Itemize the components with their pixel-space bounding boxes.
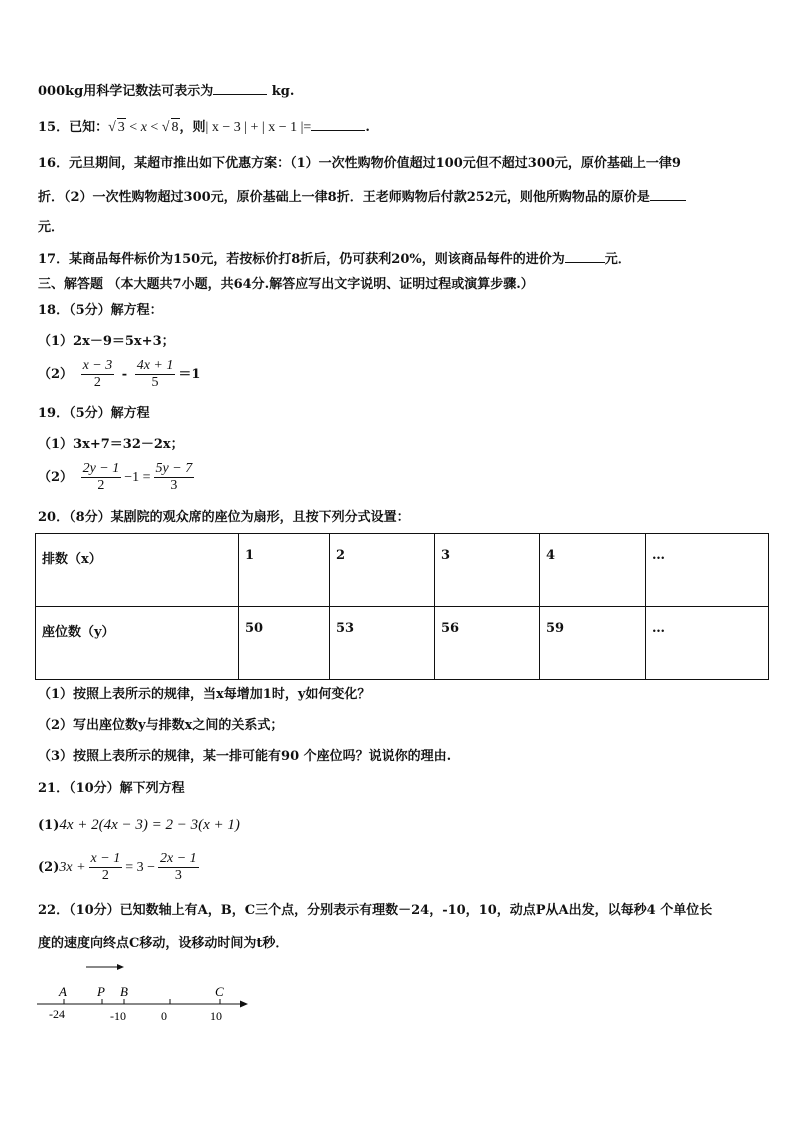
q15-expression: | x − 3 | + | x − 1 |=	[205, 120, 312, 135]
tick-label: 10	[210, 1009, 222, 1023]
table-cell: 1	[239, 534, 330, 607]
q20-title: 20．（8分）某剧院的观众席的座位为扇形，且按下列分式设置：	[38, 510, 410, 525]
point-label-p: P	[97, 984, 105, 999]
point-label-c: C	[215, 984, 224, 999]
fraction: $\frac{x - 1}{2}$	[90, 851, 121, 883]
answer-blank	[650, 188, 686, 201]
table-row	[36, 607, 769, 680]
point-label-a: A	[59, 984, 67, 999]
q16-line-2: 折．（2）一次性购物超过300元，原价基础上一律8折．王老师购物后付款252元，则他所购物品的原价是	[38, 188, 686, 207]
tick-label: -10	[110, 1009, 126, 1023]
tick-label: 0	[161, 1009, 167, 1023]
fraction: $\frac{4x + 1}{5}$	[136, 358, 174, 390]
tick-label: -24	[49, 1007, 65, 1021]
section-heading: 三、解答题 （本大题共7小题，共64分.解答应写出文字说明、证明过程或演算步骤.）	[38, 277, 534, 292]
fraction: $\frac{5y - 7}{3}$	[155, 461, 193, 493]
table-cell: 53	[330, 607, 435, 680]
table-cell: …	[646, 534, 769, 607]
q21-part2: (2)3x + $\frac{x - 1}{2}$ = 3 − $\frac{2x - 1}{3}$	[38, 851, 197, 883]
direction-arrow	[86, 964, 124, 970]
table-cell: 56	[435, 607, 540, 680]
table-row	[36, 534, 769, 607]
table-cell: 50	[239, 607, 330, 680]
q19-part1: （1）3x+7＝32－2x；	[38, 437, 184, 452]
q22-line-1: 22．（10分）已知数轴上有A，B，C三个点，分别表示有理数－24，-10，10，动点P从A出发，以每秒4 个单位长	[38, 903, 713, 918]
q22-line-2: 度的速度向终点C移动，设移动时间为t秒．	[38, 936, 289, 951]
q18-part2: （2） $\frac{x - 3}{2}$ - $\frac{4x + 1}{5}$ ＝1	[38, 358, 201, 390]
q20-part1: （1）按照上表所示的规律，当x每增加1时，y如何变化？	[38, 687, 371, 702]
q17-line: 17．某商品每件标价为150元，若按标价打8折后，仍可获利20%，则该商品每件的进价为 元．	[38, 252, 631, 267]
q16-line-1: 16．元旦期间，某超市推出如下优惠方案：（1）一次性购物价值超过100元但不超过300元，原价基础上一律9	[38, 156, 681, 171]
table-cell: …	[646, 607, 769, 680]
q15-line: 15．已知：√ 3 < x < √ 8，则| x − 3 | + | x − 1 |= .	[38, 120, 370, 135]
q15-condition: √ 3 < x < √ 8	[108, 120, 179, 135]
answer-blank	[565, 250, 605, 263]
table-cell: 2	[330, 534, 435, 607]
q16-line-3: 元．	[38, 220, 65, 235]
q20-part2: （2）写出座位数y与排数x之间的关系式；	[38, 718, 284, 733]
q19-title: 19．（5分）解方程	[38, 406, 150, 421]
number-line-figure	[34, 958, 252, 1026]
q18-title: 18．（5分）解方程：	[38, 303, 163, 318]
table-cell: 3	[435, 534, 540, 607]
fraction: $\frac{2y - 1}{2}$	[82, 461, 120, 493]
answer-blank	[213, 82, 267, 95]
q20-part3: （3）按照上表所示的规律，某一排可能有90 个座位吗？说说你的理由.	[38, 749, 452, 764]
axis-line	[37, 1001, 248, 1008]
q14-line: 000kg用科学记数法可表示为 kg.	[38, 84, 295, 99]
answer-blank	[311, 118, 365, 131]
fraction: $\frac{x - 3}{2}$	[82, 358, 113, 390]
table-cell: 59	[540, 607, 646, 680]
row-header: 排数（x）	[36, 534, 239, 607]
q18-part1: （1）2x－9＝5x+3；	[38, 334, 175, 349]
fraction: $\frac{2x - 1}{3}$	[160, 851, 197, 883]
seat-table	[35, 533, 769, 680]
q19-part2: （2） $\frac{2y - 1}{2}$ −1 = $\frac{5y - 7}{3}$	[38, 461, 193, 493]
point-label-b: B	[120, 984, 128, 999]
q21-part1: (1)4x + 2(4x − 3) = 2 − 3(x + 1)	[38, 817, 240, 833]
q21-title: 21．（10分）解下列方程	[38, 781, 185, 796]
row-header: 座位数（y）	[36, 607, 239, 680]
table-cell: 4	[540, 534, 646, 607]
